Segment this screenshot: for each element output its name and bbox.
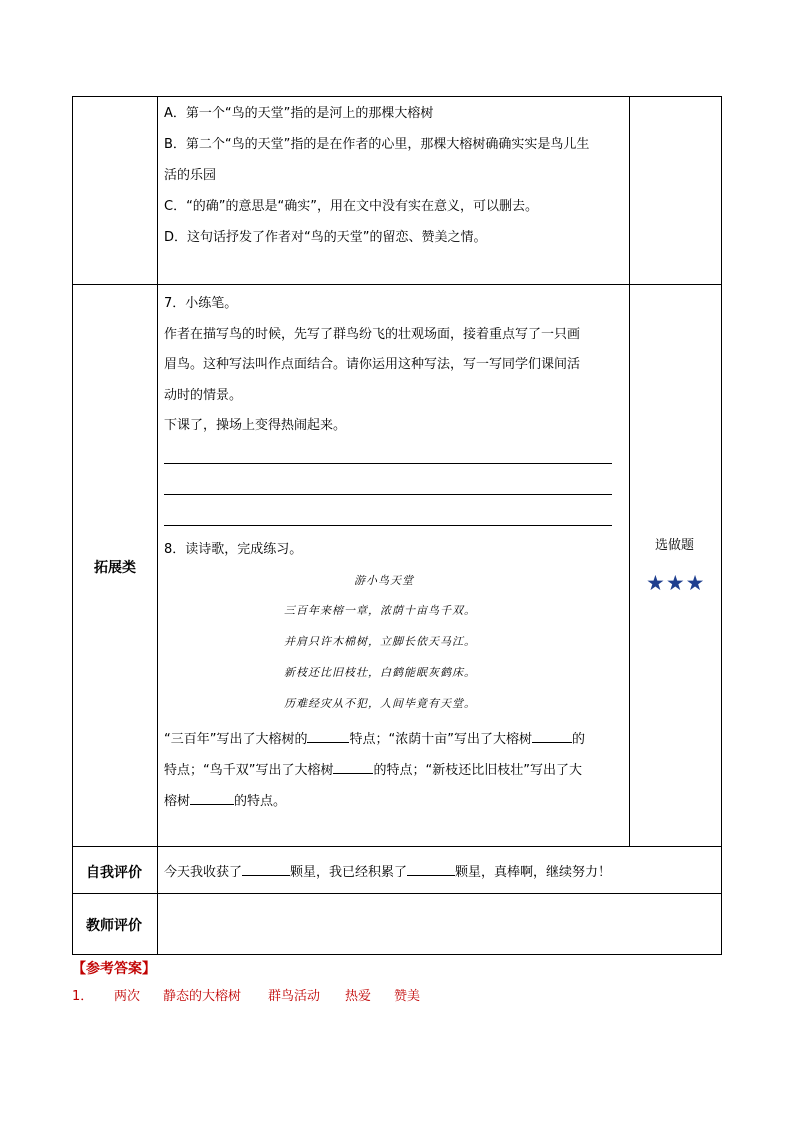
blank-stars-total[interactable]: [407, 863, 455, 876]
poem-line-4: 历难经灾从不犯，人间毕竟有天堂。: [284, 697, 476, 710]
option-c: C．“的确”的意思是“确实”，用在文中没有实在意义，可以删去。: [164, 199, 539, 214]
category-label-extension: 拓展类: [94, 560, 136, 576]
option-b-line2: 活的乐园: [164, 168, 217, 183]
option-a: A．第一个“鸟的天堂”指的是河上的那棵大榕树: [164, 106, 434, 121]
q8-text-2a: 特点；“鸟千双”写出了大榕树: [164, 763, 334, 778]
optional-label: 选做题: [655, 538, 695, 553]
poem-title: 游小鸟天堂: [354, 574, 414, 587]
difficulty-stars-icon: ★★★: [646, 571, 706, 595]
q8-question-line2: [164, 761, 582, 779]
writing-line-3[interactable]: [164, 525, 612, 526]
q8-title: 8．读诗歌，完成练习。: [164, 542, 303, 557]
q8-text-3b: 的特点。: [234, 794, 287, 809]
q8-question-line3: [164, 792, 286, 810]
answer-item-1: 两次: [114, 989, 141, 1004]
q8-text-1c: 的: [571, 732, 585, 747]
answer-heading: 【参考答案】: [72, 961, 156, 977]
answer-item-5: 赞美: [394, 989, 421, 1004]
self-eval-text-a: 今天我收获了: [164, 865, 243, 880]
answer-item-2: 静态的大榕树: [163, 989, 242, 1004]
answer-item-4: 热爱: [345, 989, 372, 1004]
q7-instruction-line1: 作者在描写鸟的时候，先写了群鸟纷飞的壮观场面，接着重点写了一只画: [164, 327, 581, 342]
self-eval-text-c: 颗星，真棒啊，继续努力！: [455, 865, 612, 880]
option-d: D．这句话抒发了作者对“鸟的天堂”的留恋、赞美之情。: [164, 230, 487, 245]
writing-line-2[interactable]: [164, 494, 612, 495]
poem-line-3: 新枝还比旧枝壮，白鹤能眠灰鹤床。: [284, 666, 476, 679]
q7-instruction-line2: 眉鸟。这种写法叫作点面结合。请你运用这种写法，写一写同学们课间活: [164, 357, 581, 372]
blank-branches-feature[interactable]: [190, 792, 234, 805]
category-label-self-eval: 自我评价: [86, 865, 142, 881]
q8-question-line1: [164, 730, 585, 748]
q7-writing-start: 下课了，操场上变得热闹起来。: [164, 418, 347, 433]
poem-line-1: 三百年来榕一章，浓荫十亩鸟千双。: [284, 604, 476, 617]
answer-item-3: 群鸟活动: [268, 989, 321, 1004]
q8-text-1b: 特点；“浓荫十亩”写出了大榕树: [349, 732, 532, 747]
poem-line-2: 并肩只许木棉树，立脚长依天马江。: [284, 635, 476, 648]
blank-stars-today[interactable]: [242, 863, 290, 876]
blank-age-feature[interactable]: [307, 730, 349, 743]
blank-birds-feature[interactable]: [333, 761, 373, 774]
q8-text-2b: 的特点；“新枝还比旧枝壮”写出了大: [373, 763, 582, 778]
answer-number: 1．: [72, 989, 94, 1004]
writing-line-1[interactable]: [164, 463, 612, 464]
self-eval-text: [164, 863, 611, 881]
blank-shade-feature[interactable]: [532, 730, 572, 743]
option-b-line1: B．第二个“鸟的天堂”指的是在作者的心里，那棵大榕树确确实实是鸟儿生: [164, 137, 590, 152]
q7-instruction-line3: 动时的情景。: [164, 388, 243, 403]
q7-title: 7．小练笔。: [164, 296, 238, 311]
q8-text-1a: “三百年”写出了大榕树的: [164, 732, 308, 747]
category-label-teacher-eval: 教师评价: [86, 918, 142, 934]
self-eval-text-b: 颗星，我已经积累了: [290, 865, 408, 880]
q8-text-3a: 榕树: [164, 794, 191, 809]
